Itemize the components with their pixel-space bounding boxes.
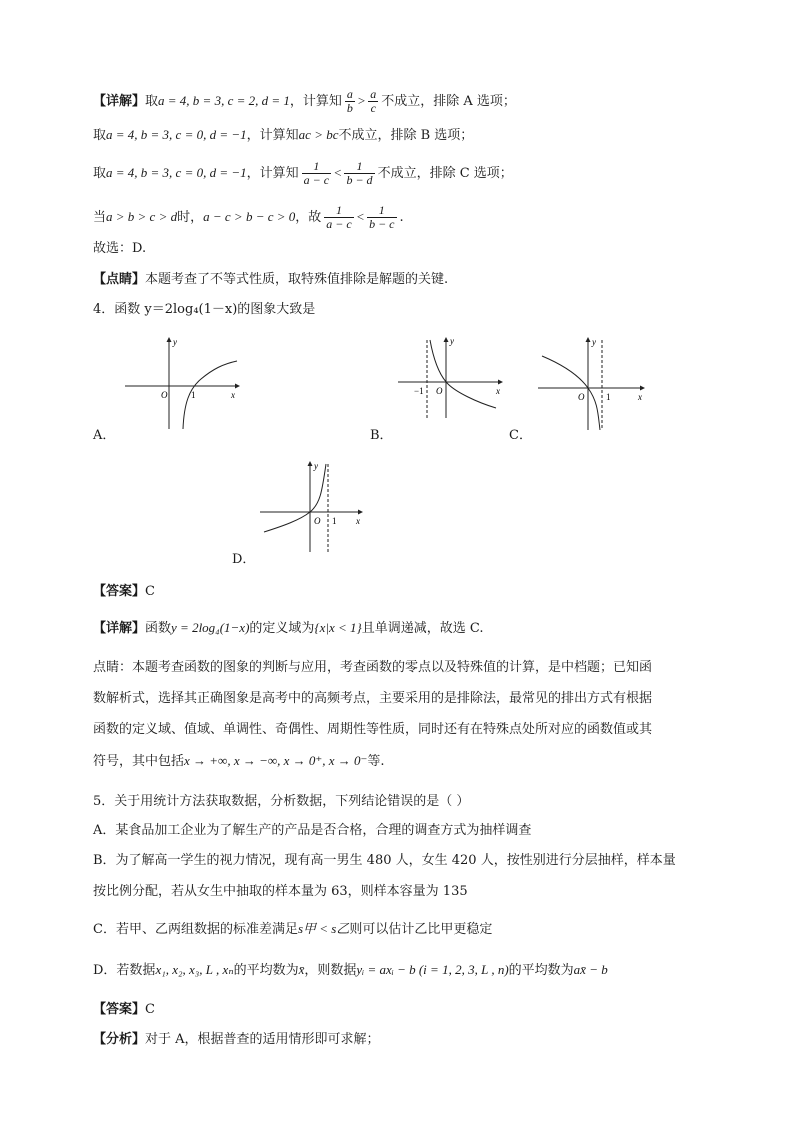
operator: < (356, 209, 365, 224)
text: 函数 (145, 621, 172, 636)
axis-x-label: x (356, 516, 360, 526)
comment-tag: 【点睛】 (93, 272, 146, 287)
q4-detail (93, 619, 483, 638)
q3-choice: 故选：D. (93, 241, 147, 256)
fraction: $\frac{1}{b - d}$ (346, 159, 373, 187)
math: {x|x < 1} (314, 620, 362, 635)
fraction: $\frac{a}{b}$ (346, 87, 353, 115)
text: ，故 (295, 210, 322, 225)
text: ，计算知 (289, 94, 342, 109)
detail-tag: 【详解】 (93, 94, 146, 109)
fraction: $\frac{1}{a - c}$ (303, 159, 330, 187)
fraction: $\frac{1}{a - c}$ (326, 203, 352, 231)
q5-option-b-line-1: B．为了解高一学生的视力情况，现有高一男生 480 人，女生 420 人，按性别进行分层抽样，样本量 (93, 853, 676, 868)
q5-option-c (93, 920, 492, 939)
text: 的定义域为 (249, 621, 315, 636)
operator: > (357, 93, 366, 108)
graph-b (396, 334, 506, 420)
option-b-label: B． (370, 428, 393, 443)
math: s甲 < s乙 (297, 921, 350, 936)
option-a-label: A． (93, 428, 116, 443)
q3-detail-line-3 (93, 160, 513, 187)
tick-one-label: 1 (606, 392, 611, 402)
graph-c (536, 334, 646, 432)
option-c-label: C． (509, 428, 532, 443)
answer-tag: 【答案】 (93, 1002, 146, 1017)
text: C．若甲、乙两组数据的标准差满足 (93, 922, 298, 937)
text: ，则数据 (304, 963, 357, 978)
fraction: $\frac{1}{b - c}$ (369, 203, 395, 231)
operator: < (334, 165, 342, 180)
detail-tag: 【详解】 (93, 621, 146, 636)
q4-answer (93, 583, 155, 601)
fraction: $\frac{a}{c}$ (370, 87, 377, 115)
q5-answer (93, 1001, 155, 1019)
text: 取 (93, 128, 107, 143)
text: 取 (93, 166, 107, 181)
math: x₁, x₂, x₃, L , xₙ (155, 962, 234, 977)
q4-note-line-2: 数解析式，选择其正确图象是高考中的高频考点，主要采用的是排除法，最常见的排出方式有根据 (93, 691, 653, 706)
option-d-label: D． (232, 552, 256, 567)
math: ac > bc (298, 127, 339, 142)
axis-x-label: x (231, 390, 235, 400)
text: 取 (145, 94, 159, 109)
text: 的平均数为 (508, 963, 574, 978)
q5-option-b-line-2: 按比例分配，若从女生中抽取的样本量为 63，则样本容量为 135 (93, 884, 468, 899)
q4-note-line-1: 点睛：本题考查函数的图象的判断与应用，考查函数的零点以及特殊值的计算，是中档题；已知函 (93, 660, 653, 675)
analysis-tag: 【分析】 (93, 1032, 146, 1047)
q3-detail-line-2 (93, 126, 473, 145)
math: a > b > c > d (106, 209, 178, 224)
q3-detail-line-1 (93, 88, 516, 115)
origin-label: O (161, 390, 168, 400)
math: a − c > b − c > 0 (203, 209, 296, 224)
math: a = 4, b = 3, c = 0, d = −1 (106, 165, 247, 180)
math: y = 2log₄(1−x) (171, 620, 250, 635)
comment-text: 本题考查了不等式性质，取特殊值排除是解题的关键. (145, 272, 449, 287)
text: D．若数据 (93, 963, 156, 978)
axis-y-label: y (450, 336, 454, 346)
q5-option-a: A．某食品加工企业为了解生产的产品是否合格，合理的调查方式为抽样调查 (93, 823, 532, 838)
tick-one-label: 1 (332, 516, 337, 526)
origin-label: O (314, 516, 321, 526)
q4-note-line-3: 函数的定义域、值域、单调性、奇偶性、周期性等性质，同时还有在特殊点处所对应的函数值或其 (93, 722, 653, 737)
text: 的平均数为 (233, 963, 299, 978)
axis-y-label: y (314, 461, 318, 471)
text: 符号，其中包括 (93, 754, 185, 769)
analysis-text: 对于 A，根据普查的适用情形即可求解； (145, 1032, 380, 1047)
axis-y-label: y (173, 337, 177, 347)
text: 时， (177, 210, 204, 225)
text: 当 (93, 210, 107, 225)
text: 且单调递减，故选 C. (361, 621, 484, 636)
origin-label: O (436, 386, 443, 396)
axis-y-label: y (592, 337, 596, 347)
q3-comment (93, 271, 448, 289)
math: a = 4, b = 3, c = 2, d = 1 (158, 93, 290, 108)
answer-value: C (145, 1002, 155, 1017)
tick-one-label: 1 (191, 390, 196, 400)
axis-x-label: x (638, 392, 642, 402)
q3-detail-line-4 (93, 204, 404, 231)
text: 不成立，排除 B 选项； (338, 128, 474, 143)
axis-x-label: x (496, 386, 500, 396)
text: 不成立，排除 A 选项； (381, 94, 516, 109)
q5-analysis (93, 1031, 380, 1049)
math: yᵢ = axᵢ − b (i = 1, 2, 3, L , n) (356, 962, 509, 977)
text: 等. (367, 754, 385, 769)
q4-note-line-4 (93, 752, 385, 771)
math: x̄ (298, 962, 305, 977)
graph-a (123, 334, 241, 432)
math: ax̄ − b (573, 962, 608, 977)
q5-stem: 5．关于用统计方法获取数据，分析数据，下列结论错误的是（ ） (93, 794, 470, 809)
text: 则可以估计乙比甲更稳定 (349, 922, 493, 937)
graph-d (258, 458, 366, 554)
math: x → +∞, x → −∞, x → 0⁺, x → 0⁻ (184, 753, 368, 768)
answer-value: C (145, 584, 155, 599)
origin-label: O (578, 392, 585, 402)
answer-tag: 【答案】 (93, 584, 146, 599)
text: . (399, 210, 404, 225)
text: 不成立，排除 C 选项； (377, 166, 513, 181)
text: ，计算知 (246, 166, 299, 181)
q5-option-d (93, 961, 608, 980)
text: ，计算知 (246, 128, 299, 143)
math: a = 4, b = 3, c = 0, d = −1 (106, 127, 247, 142)
tick-neg-one-label: −1 (414, 386, 424, 396)
q4-stem: 4．函数 y＝2log₄(1－x)的图象大致是 (93, 302, 316, 317)
